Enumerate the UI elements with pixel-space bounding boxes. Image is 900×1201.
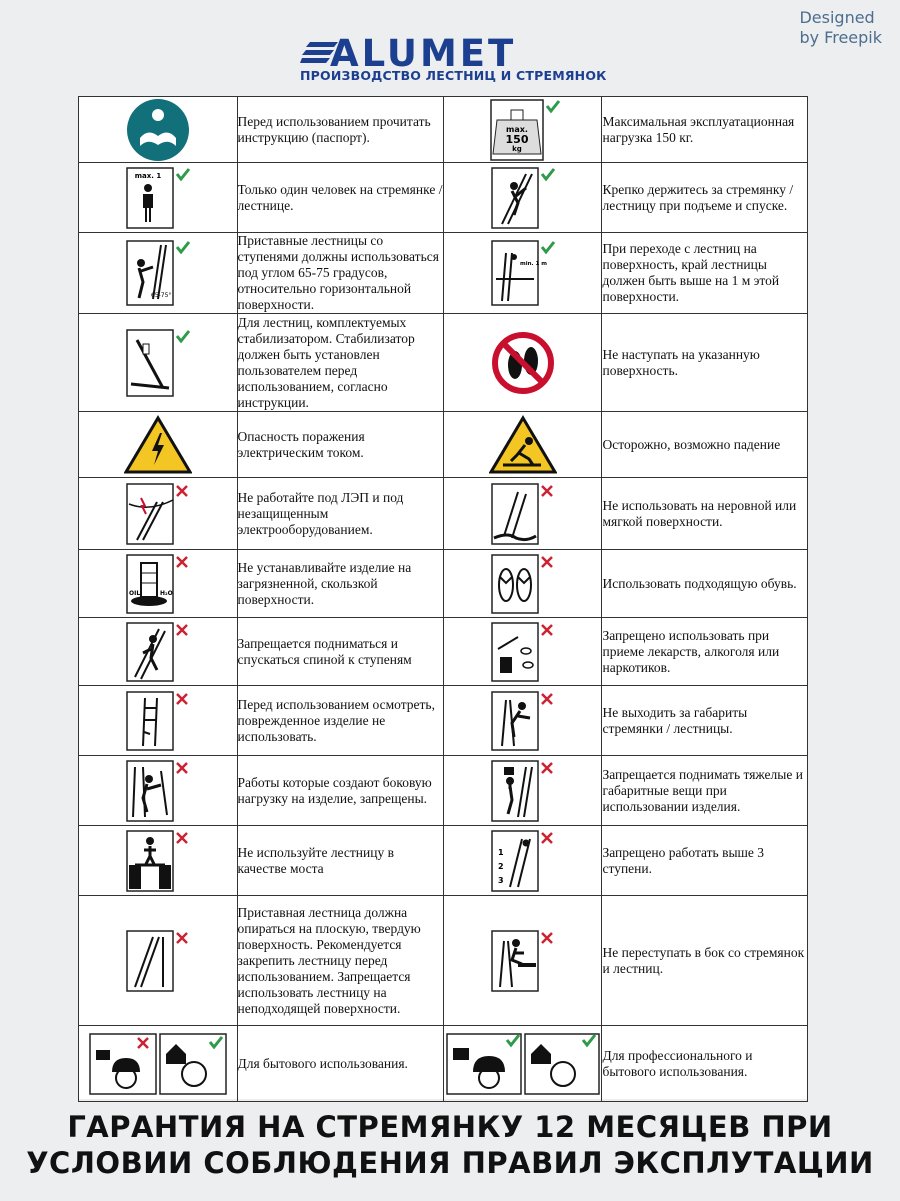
svg-text:max.: max. — [505, 124, 528, 134]
svg-text:2: 2 — [497, 861, 504, 871]
row-text-left: Приставные лестницы со ступенями должны использоваться под углом 65-75 градусов, относительно горизонтальной поверхности. — [237, 233, 443, 314]
brand-tagline: ПРОИЗВОДСТВО ЛЕСТНИЦ И СТРЕМЯНОК — [300, 68, 607, 83]
table-row — [79, 686, 808, 756]
icon-cell — [79, 1026, 238, 1102]
back-to-steps-icon — [123, 621, 193, 683]
professional-use-icon — [445, 1032, 601, 1096]
icon-cell — [79, 618, 238, 686]
electric-hazard-icon — [124, 415, 192, 475]
icon-cell — [443, 756, 602, 826]
lean-out-icon — [488, 690, 558, 752]
icon-cell — [443, 97, 602, 163]
icon-cell — [443, 314, 602, 412]
row-text-left: Перед использованием осмотреть, поврежденное изделие не использовать. — [237, 686, 443, 756]
row-text-right: Для профессионального и бытового использования. — [602, 1026, 808, 1102]
row-text-left: Только один человек на стремянке / лестнице. — [237, 163, 443, 233]
svg-text:kg: kg — [511, 144, 522, 153]
watermark-line1: Designed — [799, 8, 875, 27]
row-text-left: Работы которые создают боковую нагрузку на изделие, запрещены. — [237, 756, 443, 826]
icon-cell — [79, 896, 238, 1026]
table-row — [79, 826, 808, 896]
slippery-surface-icon — [123, 553, 193, 615]
svg-text:OIL: OIL — [128, 589, 140, 597]
row-text-right: При переходе с лестниц на поверхность, край лестницы должен быть выше на 1 м этой поверхности. — [602, 233, 808, 314]
icon-cell — [443, 618, 602, 686]
table-row — [79, 550, 808, 618]
row-text-left: Не устанавливайте изделие на загрязненной, скользкой поверхности. — [237, 550, 443, 618]
read-manual-icon — [126, 98, 190, 162]
power-line-icon — [123, 482, 193, 546]
table-row — [79, 618, 808, 686]
icon-cell — [79, 550, 238, 618]
row-text-left: Не используйте лестницу в качестве моста — [237, 826, 443, 896]
no-step-icon — [491, 331, 555, 395]
svg-text:3: 3 — [497, 875, 504, 885]
row-text-right: Запрещено работать выше 3 ступени. — [602, 826, 808, 896]
icon-cell — [79, 756, 238, 826]
row-text-right: Не использовать на неровной или мягкой поверхности. — [602, 478, 808, 550]
row-text-right: Крепко держитесь за стремянку /лестницу при подъеме и спуске. — [602, 163, 808, 233]
svg-text:max. 1: max. 1 — [134, 171, 161, 180]
icon-cell — [79, 97, 238, 163]
icon-cell — [79, 686, 238, 756]
row-text-right: Использовать подходящую обувь. — [602, 550, 808, 618]
brand-name: ALUMET — [330, 32, 517, 75]
instruction-sheet — [78, 96, 808, 1099]
table-row — [79, 478, 808, 550]
table-row — [79, 97, 808, 163]
icon-cell — [443, 478, 602, 550]
icon-cell — [443, 550, 602, 618]
icon-cell — [443, 826, 602, 896]
watermark-line2: by Freepik — [799, 28, 882, 47]
table-row — [79, 756, 808, 826]
max-load-icon — [483, 98, 563, 162]
heavy-load-icon — [488, 759, 558, 823]
row-text-left: Для лестниц, комплектуемых стабилизатором. Стабилизатор должен быть установлен пользователем перед использованием, согласно инструкции. — [237, 314, 443, 412]
no-alcohol-drugs-icon — [488, 621, 558, 683]
svg-text:65-75°: 65-75° — [150, 292, 172, 299]
row-text-right: Не выходить за габариты стремянки / лестницы. — [602, 686, 808, 756]
ladder-height-icon — [488, 239, 558, 307]
row-text-right: Запрещается поднимать тяжелые и габаритные вещи при использовании изделия. — [602, 756, 808, 826]
icon-cell — [79, 826, 238, 896]
warranty-line2: УСЛОВИИ СОБЛЮДЕНИЯ ПРАВИЛ ЭКСПЛУТАЦИИ — [26, 1146, 874, 1180]
inspect-ladder-icon — [123, 690, 193, 752]
row-text-right: Максимальная эксплуатационная нагрузка 150 кг. — [602, 97, 808, 163]
icon-cell — [443, 412, 602, 478]
hold-ladder-icon — [488, 166, 558, 230]
row-text-left: Приставная лестница должна опираться на плоскую, твердую поверхность. Рекомендуется закрепить лестницу перед использованием. Запрещается использовать лестницу на неподходящей поверхности. — [237, 896, 443, 1026]
stabilizer-icon — [123, 328, 193, 398]
icon-cell — [79, 412, 238, 478]
icon-cell — [443, 163, 602, 233]
row-text-left: Опасность поражения электрическим током. — [237, 412, 443, 478]
side-step-icon — [488, 929, 558, 993]
ladder-angle-icon — [123, 239, 193, 307]
side-load-icon — [123, 759, 193, 823]
household-use-icon — [88, 1032, 228, 1096]
svg-text:min. 1 m: min. 1 m — [519, 261, 547, 267]
table-row — [79, 233, 808, 314]
icon-cell — [443, 686, 602, 756]
table-row — [79, 314, 808, 412]
icon-cell — [79, 163, 238, 233]
step-limit-icon — [488, 829, 558, 893]
table-row — [79, 1026, 808, 1102]
row-text-left: Перед использованием прочитать инструкцию (паспорт). — [237, 97, 443, 163]
warranty-line1: ГАРАНТИЯ НА СТРЕМЯНКУ 12 МЕСЯЦЕВ ПРИ — [67, 1110, 833, 1144]
row-text-right: Не наступать на указанную поверхность. — [602, 314, 808, 412]
svg-text:1: 1 — [497, 847, 504, 857]
row-text-right: Осторожно, возможно падение — [602, 412, 808, 478]
slippers-icon — [488, 553, 558, 615]
icon-cell — [79, 478, 238, 550]
table-row — [79, 896, 808, 1026]
secure-ladder-icon — [123, 929, 193, 993]
ladder-bridge-icon — [123, 829, 193, 893]
icon-cell — [443, 1026, 602, 1102]
row-text-right: Запрещено использовать при приеме лекарств, алкоголя или наркотиков. — [602, 618, 808, 686]
one-person-icon — [123, 166, 193, 230]
icon-cell — [443, 896, 602, 1026]
row-text-left: Запрещается подниматься и спускаться спиной к ступеням — [237, 618, 443, 686]
uneven-surface-icon — [488, 482, 558, 546]
row-text-left: Не работайте под ЛЭП и под незащищенным электрооборудованием. — [237, 478, 443, 550]
row-text-left: Для бытового использования. — [237, 1026, 443, 1102]
table-row — [79, 163, 808, 233]
row-text-right: Не переступать в бок со стремянок и лестниц. — [602, 896, 808, 1026]
svg-text:H₂O: H₂O — [159, 589, 173, 597]
icon-cell — [79, 233, 238, 314]
table-row — [79, 412, 808, 478]
icon-cell — [79, 314, 238, 412]
fall-hazard-icon — [489, 415, 557, 475]
safety-table — [78, 96, 808, 1102]
watermark — [799, 8, 882, 48]
svg-text:150: 150 — [505, 132, 528, 146]
icon-cell — [443, 233, 602, 314]
